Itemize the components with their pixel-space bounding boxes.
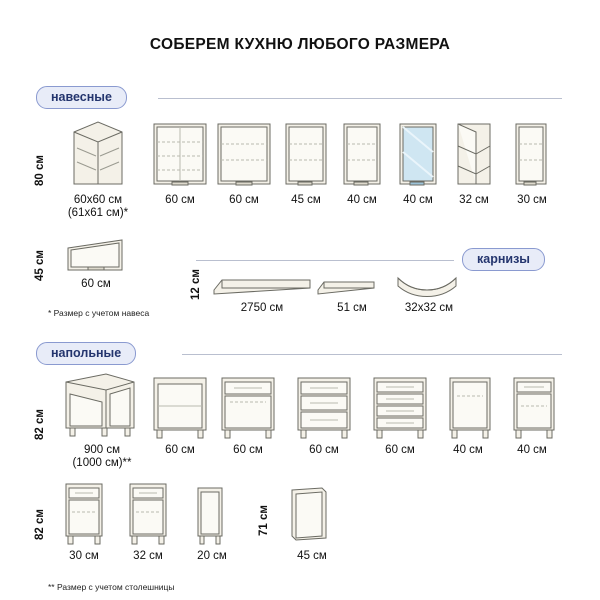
caption-floor-7: 40 см (517, 444, 547, 456)
divider-floor (182, 354, 562, 355)
unit-cornice-32x32 (396, 272, 458, 298)
caption-cornice-3: 32x32 см (404, 302, 454, 314)
section-label-floor: напольные (36, 342, 136, 365)
caption-cornice-1: 2750 см (240, 302, 284, 314)
unit-floor-40 (448, 376, 492, 440)
divider-wall (158, 98, 562, 99)
page-title: СОБЕРЕМ КУХНЮ ЛЮБОГО РАЗМЕРА (149, 36, 451, 53)
caption-floor2-3: 20 см (197, 550, 227, 562)
height-label-wall-45: 45 см (34, 250, 46, 281)
unit-wall-corner-60x60 (68, 118, 128, 190)
section-label-cornice: карнизы (462, 248, 545, 271)
caption-floor-3: 60 см (233, 444, 263, 456)
unit-floor-40-drawers (512, 376, 556, 440)
caption-wall-6: 40 см (403, 194, 433, 206)
unit-wall-45-lift (64, 236, 128, 276)
note-wall: * Размер с учетом навеса (48, 308, 150, 318)
caption-floor-2: 60 см (165, 444, 195, 456)
section-label-wall: навесные (36, 86, 127, 109)
caption-floor-6: 40 см (453, 444, 483, 456)
unit-wall-60-glass-2door (152, 122, 208, 188)
unit-floor-60-open (152, 376, 208, 440)
unit-floor-20 (196, 486, 224, 546)
unit-floor-32 (128, 482, 168, 546)
height-label-floor-82b: 82 см (34, 509, 46, 540)
height-label-wall-80: 80 см (34, 155, 46, 186)
caption-wall-7: 32 см (459, 194, 489, 206)
caption-wall45-1: 60 см (81, 278, 111, 290)
unit-floor-60-two-drawers (296, 376, 352, 440)
unit-wall-32-open-corner (456, 122, 492, 188)
caption-wall-4: 45 см (291, 194, 321, 206)
unit-floor-30 (64, 482, 104, 546)
caption-floor2-2: 32 см (133, 550, 163, 562)
unit-floor-panel-45 (288, 486, 330, 542)
caption-floor-1: 900 см (1000 см)** (72, 444, 132, 469)
caption-wall-3: 60 см (229, 194, 259, 206)
unit-wall-30 (514, 122, 548, 188)
unit-floor-60-three-drawers (372, 376, 428, 440)
caption-wall-5: 40 см (347, 194, 377, 206)
unit-wall-40 (342, 122, 382, 188)
unit-floor-60-door-drawer (220, 376, 276, 440)
unit-wall-45 (284, 122, 328, 188)
note-floor: ** Размер с учетом столешницы (48, 582, 175, 592)
unit-wall-40-glass (398, 122, 438, 188)
caption-floor-5: 60 см (385, 444, 415, 456)
caption-wall-8: 30 см (517, 194, 547, 206)
caption-wall-2: 60 см (165, 194, 195, 206)
caption-wall-1: 60x60 см (61x61 см)* (67, 194, 129, 219)
caption-floor2-1: 30 см (69, 550, 99, 562)
divider-cornice (196, 260, 454, 261)
unit-wall-60-shelves (216, 122, 272, 188)
unit-cornice-51 (316, 276, 378, 296)
caption-floor71-1: 45 см (297, 550, 327, 562)
caption-cornice-2: 51 см (337, 302, 367, 314)
height-label-floor-71: 71 см (258, 505, 270, 536)
height-label-floor-82a: 82 см (34, 409, 46, 440)
unit-floor-corner-900 (62, 370, 138, 440)
unit-cornice-2750 (212, 272, 312, 296)
caption-floor-4: 60 см (309, 444, 339, 456)
height-label-cornice-12: 12 см (190, 269, 202, 300)
